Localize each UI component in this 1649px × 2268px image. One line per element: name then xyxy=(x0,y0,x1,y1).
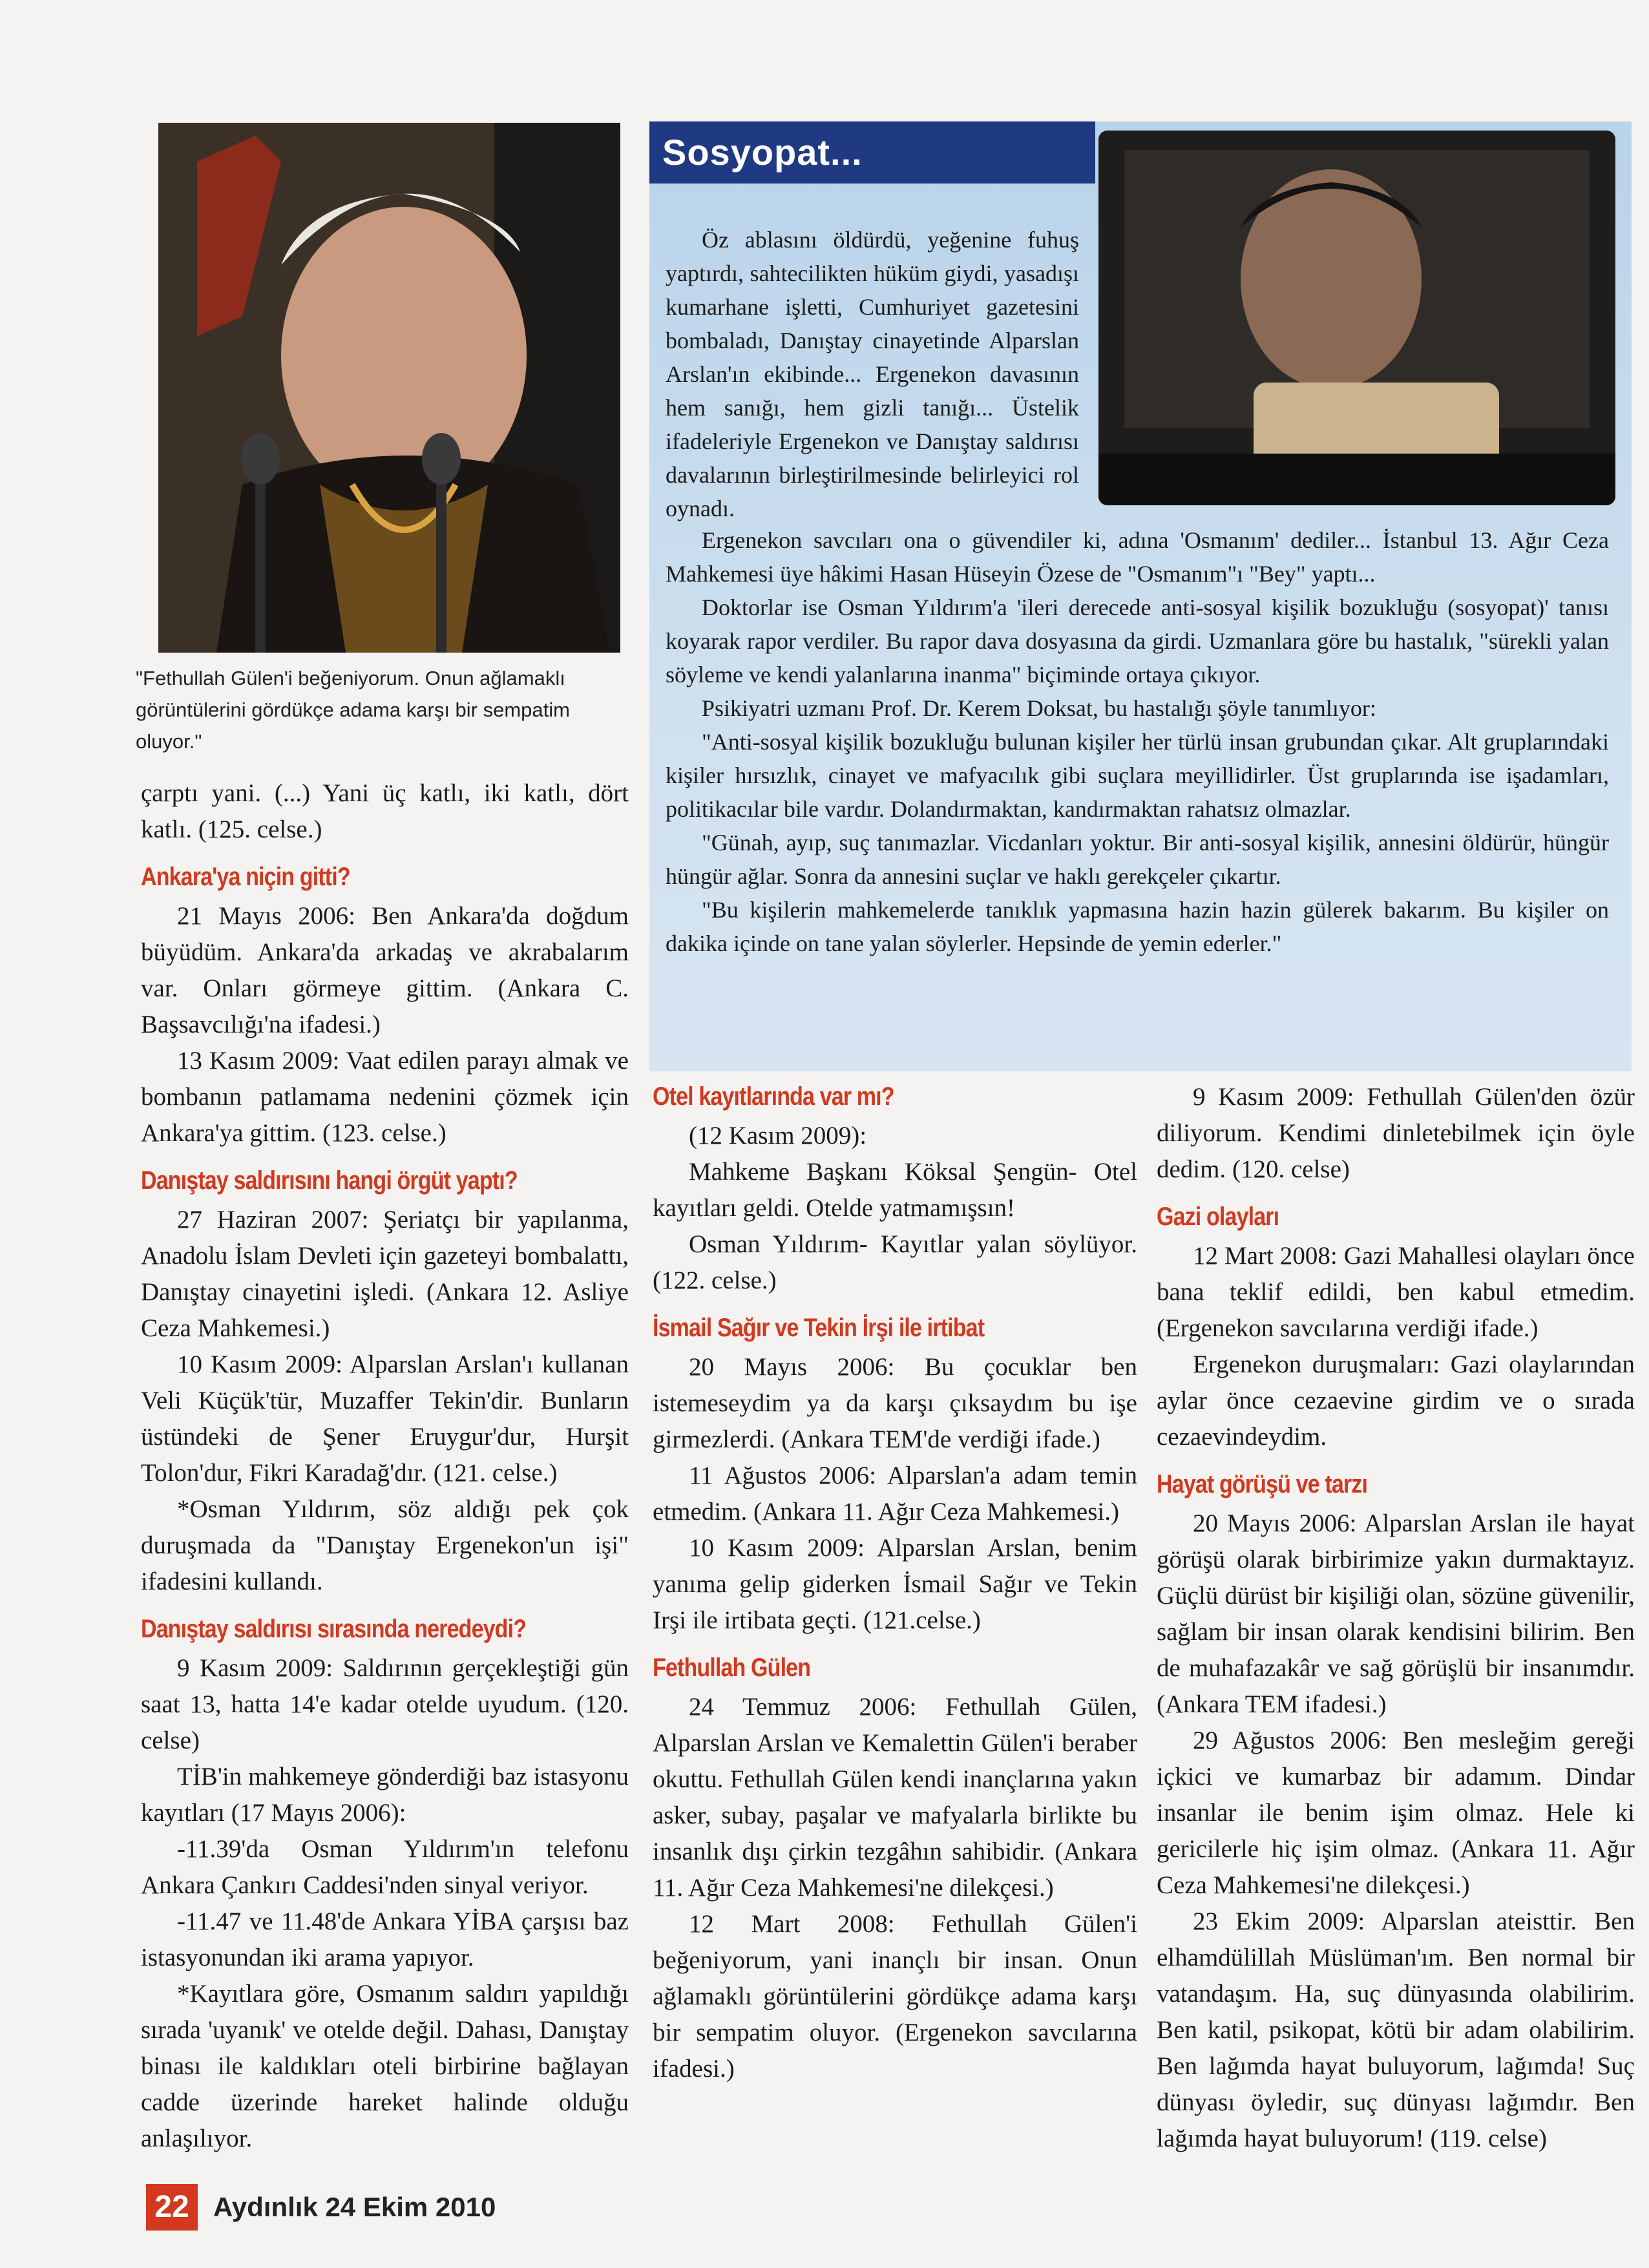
box-paragraph: Psikiyatri uzmanı Prof. Dr. Kerem Doksat, bu hastalığı şöyle tanımlıyor: xyxy=(702,695,1376,721)
paragraph: TİB'in mahkemeye gönderdiği baz istasyonu kayıtları (17 Mayıs 2006): xyxy=(141,1763,629,1827)
paragraph: 29 Ağustos 2006: Ben mesleğim gereği içkici ve kumarbaz bir adamım. Dindar insanlar ile benim işim olmaz. Hele ki gericilerle hiç işim olmaz. (Ankara 11. Ağır Ceza Mahkemesi'ne dilekçesi.) xyxy=(1157,1727,1635,1899)
section-heading: Ankara'ya niçin gitti? xyxy=(141,863,350,891)
paragraph: -11.39'da Osman Yıldırım'ın telefonu Ankara Çankırı Caddesi'nden sinyal veriyor. xyxy=(141,1835,629,1899)
paragraph: Ergenekon duruşmaları: Gazi olaylarından aylar önce cezaevine girdim ve o sırada cezaevindeydim. xyxy=(1157,1350,1635,1451)
box-text-top xyxy=(666,223,1079,525)
box-paragraph: Ergenekon savcıları ona o güvendiler ki, adına 'Osmanım' dediler... İstanbul 13. Ağır Ceza Mahkemesi üye hâkimi Hasan Hüseyin Özese de "Osmanım"ı "Bey" yaptı... xyxy=(666,527,1609,587)
section-heading: Otel kayıtlarında var mı? xyxy=(653,1082,894,1111)
paragraph: çarptı yani. (...) Yani üç katlı, iki katlı, dört katlı. (125. celse.) xyxy=(141,779,629,843)
paragraph: 10 Kasım 2009: Alparslan Arslan'ı kullanan Veli Küçük'tür, Muzaffer Tekin'dir. Bunların üstündeki de Şener Eruygur'dur, Hurşit Tolon'dur, Fikri Karadağ'dır. (121. celse.) xyxy=(141,1350,629,1487)
paragraph: -11.47 ve 11.48'de Ankara YİBA çarşısı baz istasyonundan iki arama yapıyor. xyxy=(141,1907,629,1971)
section-heading: Danıştay saldırısı sırasında neredeydi? xyxy=(141,1615,527,1643)
box-paragraph: Öz ablasını öldürdü, yeğenine fuhuş yaptırdı, sahtecilikten hüküm giydi, yasadışı kumarhane işletti, Cumhuriyet gazetesini bombaladı, Danıştay cinayetinde Alparslan Arslan'ın ekibinde... Ergenekon davasının hem sanığı, hem gizli tanığı... Üstelik ifadeleriyle Ergenekon ve Danıştay saldırısı davalarının birleştirilmesinde belirleyici rol oynadı. xyxy=(666,227,1079,521)
paragraph: (12 Kasım 2009): xyxy=(689,1122,867,1150)
box-paragraph: "Bu kişilerin mahkemelerde tanıklık yapmasına hazin hazin gülerek bakarım. Bu kişiler on dakika içinde on tane yalan söylerler. Hepsinde de yemin ederler." xyxy=(666,897,1609,956)
column-1 xyxy=(141,775,629,2157)
paragraph: 12 Mart 2008: Fethullah Gülen'i beğeniyorum, yani inançlı bir insan. Onun ağlamaklı görüntülerini gördükçe adama karşı bir sempatim oluyor. (Ergenekon savcılarına ifadesi.) xyxy=(653,1910,1137,2083)
paragraph: Osman Yıldırım- Kayıtlar yalan söylüyor. (122. celse.) xyxy=(653,1230,1137,1294)
section-heading: Gazi olayları xyxy=(1157,1202,1279,1231)
paragraph: *Osman Yıldırım, söz aldığı pek çok duruşmada da "Danıştay Ergenekon'un işi" ifadesini kullandı. xyxy=(141,1495,629,1595)
paragraph: 21 Mayıs 2006: Ben Ankara'da doğdum büyüdüm. Ankara'da arkadaş ve akrabalarım var. Onları görmeye gittim. (Ankara C. Başsavcılığı'na ifadesi.) xyxy=(141,902,629,1038)
section-heading: İsmail Sağır ve Tekin İrşi ile irtibat xyxy=(653,1314,985,1342)
box-text-bottom xyxy=(666,523,1609,960)
box-paragraph: "Günah, ayıp, suç tanımazlar. Vicdanları yoktur. Bir anti-sosyal kişilik, annesini öldürür, hüngür hüngür ağlar. Sonra da annesini suçlar ve haklı gerekçeler çıkartır. xyxy=(666,830,1609,889)
paragraph: Mahkeme Başkanı Köksal Şengün- Otel kayıtları geldi. Otelde yatmamışsın! xyxy=(653,1158,1137,1222)
paragraph: 20 Mayıs 2006: Bu çocuklar ben istemeseydim ya da karşı çıksaydım bu işe girmezlerdi. (Ankara TEM'de verdiği ifade.) xyxy=(653,1353,1137,1453)
box-title: Sosyopat... xyxy=(649,121,1095,184)
section-heading: Hayat görüşü ve tarzı xyxy=(1157,1470,1368,1498)
publication-line: Aydınlık 24 Ekim 2010 xyxy=(213,2192,496,2222)
paragraph: *Kayıtlara göre, Osmanım saldırı yapıldığı sırada 'uyanık' ve otelde değil. Dahası, Danıştay binası ile kaldıkları oteli birbirine bağlayan cadde üzerinde hareket halinde olduğu anlaşılıyor. xyxy=(141,1980,629,2152)
paragraph: 9 Kasım 2009: Saldırının gerçekleştiği gün saat 13, hatta 14'e kadar otelde uyudum. (120. celse) xyxy=(141,1654,629,1754)
section-heading: Fethullah Gülen xyxy=(653,1654,811,1682)
column-2 xyxy=(653,1079,1137,2087)
column-3 xyxy=(1157,1079,1635,2157)
paragraph: 9 Kasım 2009: Fethullah Gülen'den özür diliyorum. Kendimi dinletebilmek için öyle dedim. (120. celse) xyxy=(1157,1083,1635,1183)
gulen-photo xyxy=(158,123,620,653)
paragraph: 20 Mayıs 2006: Alparslan Arslan ile hayat görüşü olarak birbirimize yakın durmaktayız. Güçlü dürüst bir kişiliği olan, sözüne güvenilir, sağlam bir insan olarak kendisini bilirim. Ben de muhafazakâr ve sağ görüşlü bir insanımdır. (Ankara TEM ifadesi.) xyxy=(1157,1509,1635,1718)
photo-caption: "Fethullah Gülen'i beğeniyorum. Onun ağlamaklı görüntülerini gördükçe adama karşı bir sempatim oluyor." xyxy=(136,667,570,753)
paragraph: 24 Temmuz 2006: Fethullah Gülen, Alparslan Arslan ve Kemalettin Gülen'i beraber okuttu. Fethullah Gülen kendi inançlarına yakın asker, subay, paşalar ve mafyalarla birlikte bu insanlık dışı çirkin tezgâhın sahibidir. (Ankara 11. Ağır Ceza Mahkemesi'ne dilekçesi.) xyxy=(653,1693,1137,1902)
paragraph: 23 Ekim 2009: Alparslan ateisttir. Ben elhamdülillah Müslüman'ım. Ben normal bir vatandaşım. Ha, suç dünyasında olabilirim. Ben katil, psikopat, kötü bir adam olabilirim. Ben lağımda hayat buluyorum, lağımda! Suç dünyası öyledir, suç dünyası lağımdır. Ben lağımda hayat buluyorum! (119. celse) xyxy=(1157,1907,1635,2152)
paragraph: 27 Haziran 2007: Şeriatçı bir yapılanma, Anadolu İslam Devleti için gazeteyi bombalattı, Danıştay cinayetini işledi. (Ankara 12. Asliye Ceza Mahkemesi.) xyxy=(141,1206,629,1342)
paragraph: 11 Ağustos 2006: Alparslan'a adam temin etmedim. (Ankara 11. Ağır Ceza Mahkemesi.) xyxy=(653,1462,1137,1526)
box-paragraph: Doktorlar ise Osman Yıldırım'a 'ileri derecede anti-sosyal kişilik bozukluğu (sosyopat)' tanısı koyarak rapor verdiler. Bu rapor dava dosyasına da girdi. Uzmanlara göre bu hastalık, "sürekli yalan söyleme ve kendi yalanlarına inanma" biçiminde ortaya çıkıyor. xyxy=(666,594,1609,688)
paragraph: 12 Mart 2008: Gazi Mahallesi olayları önce bana teklif edildi, ben kabul etmedim. (Ergenekon savcılarına verdiği ifade.) xyxy=(1157,1242,1635,1342)
suspect-photo xyxy=(1098,131,1615,505)
paragraph: 10 Kasım 2009: Alparslan Arslan, benim yanıma gelip giderken İsmail Sağır ve Tekin Irşi ile irtibata geçti. (121.celse.) xyxy=(653,1534,1137,1634)
page-number: 22 xyxy=(146,2184,198,2231)
section-heading: Danıştay saldırısını hangi örgüt yaptı? xyxy=(141,1166,518,1195)
box-paragraph: "Anti-sosyal kişilik bozukluğu bulunan kişiler her türlü insan grubundan çıkar. Alt gruplarındaki kişiler hırsızlık, cinayet ve mafyacılık gibi suçlara meyillidirler. Üst gruplarında ise işadamları, politikacılar bile vardır. Dolandırmaktan, kandırmaktan rahatsız olmazlar. xyxy=(666,729,1609,822)
paragraph: 13 Kasım 2009: Vaat edilen parayı almak ve bombanın patlamama nedenini çözmek için Ankara'ya gittim. (123. celse.) xyxy=(141,1047,629,1147)
